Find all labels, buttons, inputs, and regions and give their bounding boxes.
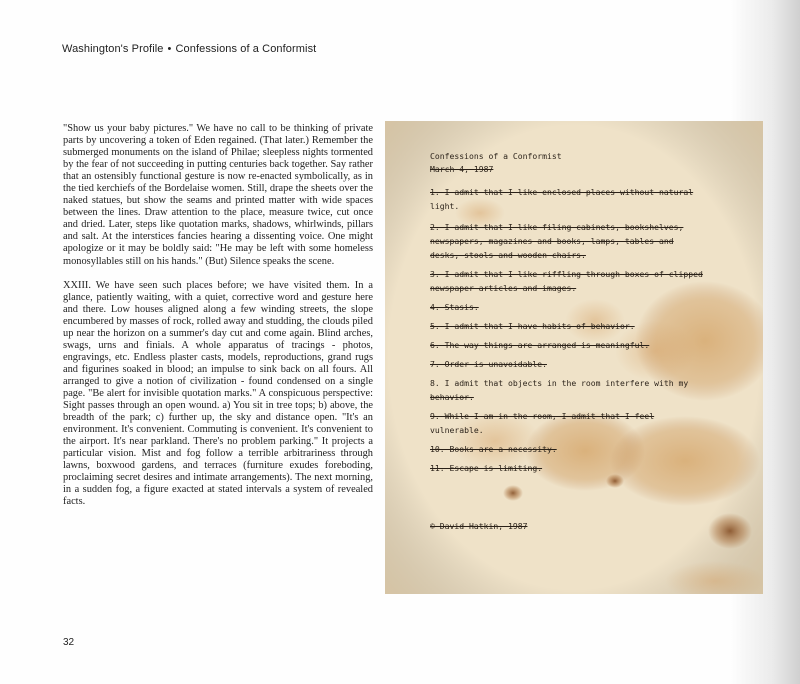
body-text: [63, 123, 373, 520]
page-number: 32: [63, 637, 75, 648]
typed-line: behavior.: [430, 392, 474, 402]
typed-line: 2. I admit that I like filing cabinets, bookshelves,: [430, 222, 684, 232]
typed-signature: © David Hatkin, 1987: [430, 521, 528, 531]
typed-line: 4. Stasis.: [430, 302, 479, 312]
typed-line: 3. I admit that I like riffling through boxes of clipped: [430, 269, 703, 279]
typed-line: 10. Books are a necessity.: [430, 444, 557, 454]
typed-line: 6. The way things are arranged is meaningful.: [430, 340, 650, 350]
running-header: [62, 43, 316, 55]
typed-title: Confessions of a Conformist: [430, 151, 562, 161]
typed-line: 1. I admit that I like enclosed places without natural: [430, 187, 694, 197]
artwork-typed-sheet: [385, 121, 763, 594]
typed-date: March 4, 1987: [430, 164, 494, 174]
typed-line: 5. I admit that I have habits of behavior.: [430, 321, 635, 331]
paragraph: XXIII. We have seen such places before; we have visited them. In a glance, patiently waiting, with a quiet, corrective word and gesture here and there. Low houses aligned along a few winding streets, the slope encumbered by masses of rock, rolled away and studding, the clouds piled up near the horizon on a summer's day cut and come again. Blind arches, swags, urns and finials. A whole apparatus of tracings - photos, engravings, etc. Endless plaster casts, models, reproductions, grand rugs and figurines soaked in blood; an impulse to sink back on all fours. All arranged to give a notion of civilization - found condensed on a single page. "Be alert for invisible quotation marks." A conspicuous perspective: Sight passes through an open wound. a) You sit in tree tops; b) above, the breadth of the park; c) further up, the sky and distance open. "It's an environment. It's convenient. Commuting is convenient. It's convenient to the airport. It's near parkland. There's no problem parking." It projects a particular vision. Mist and fog follow a terrible arbitrariness through lawns, boxwood gardens, and terraces (furniture exudes foreboding, proclaiming secret desires and intimate arrangements). The next morning, in a sudden fog, a figure exacted at stated intervals a system of revealed facts.: [63, 279, 373, 508]
header-chapter-title: Confessions of a Conformist: [175, 43, 317, 55]
paragraph: "Show us your baby pictures." We have no call to be thinking of private parts by uncovering a token of Eden regained. (That later.) Remember the submerged monuments on the island of Philae; sleepless nights tormented by the fear of not succeeding in putting centuries back together. Say rather that an ostensibly functional gesture is now re-enacted symbolically, as in the tied kerchiefs of the Bordelaise women. Still, drape the sheets over the naked statues, but show the seams and printed matter with wide spaces between the lines. Draw attention to the place, measure twice, cut once and dried. Later, steps like quotation marks, shadows, whirlwinds, pillars and salt. At the interstices fancies hearing a dissenting voice. One might apologize or it may be boldly said: "He may be left with some homeless monosyllables still on his hands." (But) Silence speaks the scene.: [63, 123, 373, 267]
typed-line: desks, stools and wooden chairs.: [430, 250, 586, 260]
typed-line: vulnerable.: [430, 425, 484, 435]
typed-line: newspaper articles and images.: [430, 283, 577, 293]
typed-text: [385, 121, 763, 594]
header-book-title: Washington's Profile: [62, 43, 164, 55]
typed-line: newspapers, magazines and books, lamps, tables and: [430, 236, 674, 246]
typed-line: light.: [430, 201, 460, 211]
typed-line: 11. Escape is limiting.: [430, 463, 543, 473]
typed-line: 9. While I am in the room, I admit that I feel: [430, 411, 655, 421]
typed-line: 7. Order is unavoidable.: [430, 359, 547, 369]
typed-line: 8. I admit that objects in the room interfere with my: [430, 378, 689, 388]
header-separator: •: [167, 43, 172, 55]
